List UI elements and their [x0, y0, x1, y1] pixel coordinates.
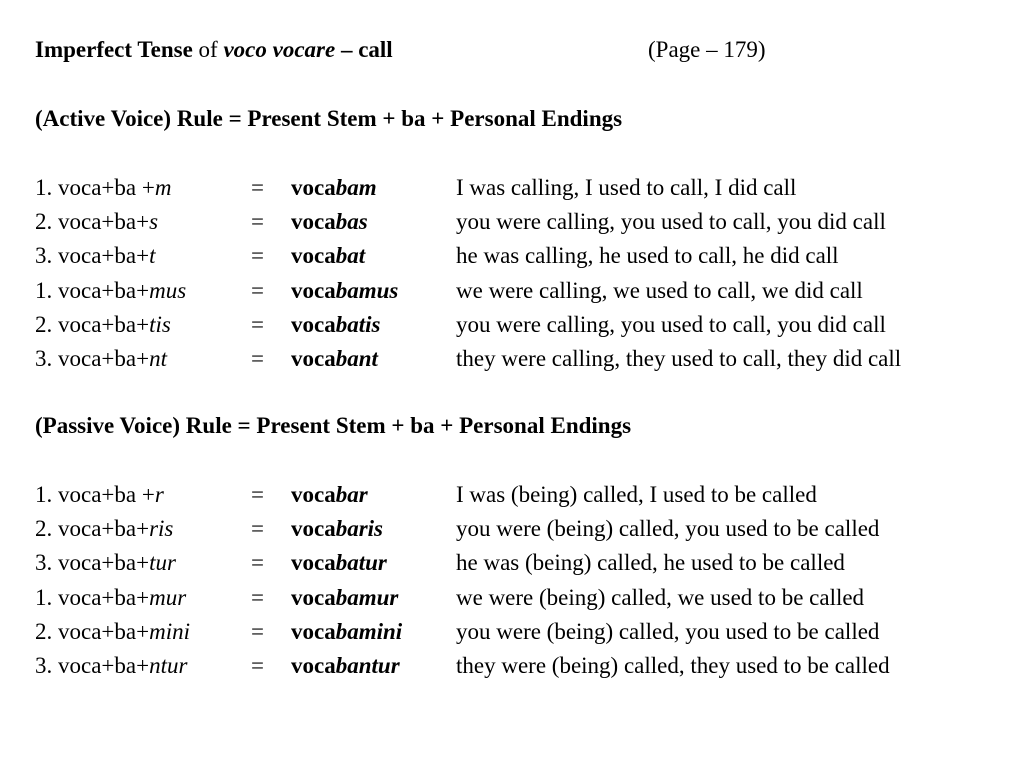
result-stem: voca: [291, 346, 336, 371]
form-base: 3. voca+ba+: [35, 653, 150, 678]
passive-result: [291, 585, 398, 611]
passive-result: [291, 550, 387, 576]
form-ending: s: [149, 209, 159, 235]
active-voice-label: Active Voice: [42, 106, 164, 131]
form-base: 1. voca+ba+: [35, 277, 150, 303]
passive-translation: he was (being) called, he used to be called: [456, 550, 845, 576]
passive-translation: we were (being) called, we used to be called: [456, 584, 865, 610]
passive-voice-label: Passive Voice: [42, 413, 173, 438]
form-base: 3. voca+ba+: [35, 346, 150, 371]
title-meaning: call: [358, 37, 393, 62]
result-ending: bamur: [335, 584, 399, 610]
form-base: 3. voca+ba+: [35, 243, 150, 269]
passive-translation: I was (being) called, I used to be called: [456, 482, 817, 507]
form-base: 1. voca+ba +: [35, 482, 155, 507]
equals-sign: =: [251, 243, 264, 269]
result-ending: bas: [335, 209, 368, 235]
page-title: [35, 37, 393, 63]
active-voice-heading: [35, 106, 622, 132]
passive-paren-open: (: [35, 413, 43, 438]
form-ending: tur: [149, 550, 176, 576]
equals-sign: =: [251, 277, 264, 303]
passive-form: [35, 550, 176, 576]
equals-sign: =: [251, 584, 264, 610]
passive-translation: you were (being) called, you used to be called: [456, 516, 880, 542]
passive-paren-close: ): [172, 413, 181, 438]
result-stem: voca: [291, 277, 336, 303]
form-base: 1. voca+ba+: [35, 584, 150, 610]
result-ending: batis: [335, 311, 381, 337]
result-stem: voca: [291, 482, 336, 507]
form-base: 2. voca+ba+: [35, 311, 150, 337]
title-of: of: [198, 37, 218, 62]
passive-result: [291, 653, 400, 679]
form-ending: nt: [149, 346, 167, 371]
result-stem: voca: [291, 653, 336, 678]
result-stem: voca: [291, 175, 336, 200]
title-verb: voco vocare: [223, 37, 336, 62]
passive-result: [291, 516, 383, 542]
form-base: 3. voca+ba+: [35, 550, 150, 576]
result-stem: voca: [291, 618, 336, 644]
equals-sign: =: [251, 209, 264, 235]
result-stem: voca: [291, 516, 336, 542]
result-ending: bam: [335, 175, 377, 200]
passive-translation: you were (being) called, you used to be called: [456, 618, 880, 644]
equals-sign: =: [251, 550, 264, 576]
passive-form: [35, 516, 173, 542]
equals-sign: =: [251, 346, 264, 371]
title-tense: Imperfect Tense: [35, 37, 193, 62]
active-translation: he was calling, he used to call, he did call: [456, 243, 839, 269]
active-translation: you were calling, you used to call, you did call: [456, 209, 886, 235]
result-ending: batur: [335, 550, 387, 576]
active-translation: they were calling, they used to call, they did call: [456, 346, 902, 371]
active-translation: I was calling, I used to call, I did call: [456, 175, 797, 200]
form-ending: mur: [149, 584, 187, 610]
passive-rule: Rule = Present Stem + ba + Personal Endings: [185, 413, 632, 438]
active-form: [35, 312, 171, 338]
result-stem: voca: [291, 209, 336, 235]
result-ending: bantur: [335, 653, 400, 678]
form-base: 2. voca+ba+: [35, 618, 150, 644]
passive-voice-heading: [35, 413, 631, 439]
result-stem: voca: [291, 584, 336, 610]
form-ending: r: [154, 482, 164, 507]
active-form: [35, 346, 167, 372]
passive-form: [35, 482, 164, 508]
form-ending: ris: [149, 516, 174, 542]
form-ending: mini: [149, 618, 190, 644]
active-paren-open: (: [35, 106, 43, 131]
active-rule: Rule = Present Stem + ba + Personal Endings: [176, 106, 623, 131]
form-base: 2. voca+ba+: [35, 209, 150, 235]
result-ending: baris: [335, 516, 384, 542]
active-result: [291, 312, 380, 338]
active-form: [35, 209, 158, 235]
form-ending: t: [149, 243, 156, 269]
passive-form: [35, 619, 190, 645]
equals-sign: =: [251, 653, 264, 678]
passive-result: [291, 619, 402, 645]
passive-result: [291, 482, 368, 508]
passive-translation: they were (being) called, they used to be called: [456, 653, 890, 678]
passive-form: [35, 653, 187, 679]
active-form: [35, 243, 155, 269]
title-dash: –: [340, 37, 353, 62]
equals-sign: =: [251, 516, 264, 542]
active-translation: we were calling, we used to call, we did call: [456, 277, 863, 303]
result-ending: bar: [335, 482, 368, 507]
result-ending: bant: [335, 346, 378, 371]
active-result: [291, 175, 377, 201]
equals-sign: =: [251, 618, 264, 644]
equals-sign: =: [251, 482, 264, 507]
form-base: 1. voca+ba +: [35, 175, 155, 200]
equals-sign: =: [251, 175, 264, 200]
active-result: [291, 209, 368, 235]
active-paren-close: ): [163, 106, 172, 131]
equals-sign: =: [251, 311, 264, 337]
form-ending: ntur: [149, 653, 188, 678]
passive-form: [35, 585, 186, 611]
active-form: [35, 278, 186, 304]
active-result: [291, 278, 398, 304]
result-stem: voca: [291, 311, 336, 337]
active-result: [291, 243, 365, 269]
form-ending: tis: [149, 311, 171, 337]
active-result: [291, 346, 378, 372]
result-stem: voca: [291, 550, 336, 576]
result-stem: voca: [291, 243, 336, 269]
result-ending: bamus: [335, 277, 399, 303]
result-ending: bat: [335, 243, 366, 269]
result-ending: bamini: [335, 618, 403, 644]
page-reference: (Page – 179): [648, 37, 766, 62]
form-ending: m: [154, 175, 172, 200]
form-ending: mus: [149, 277, 187, 303]
active-translation: you were calling, you used to call, you did call: [456, 311, 886, 337]
form-base: 2. voca+ba+: [35, 516, 150, 542]
active-form: [35, 175, 171, 201]
